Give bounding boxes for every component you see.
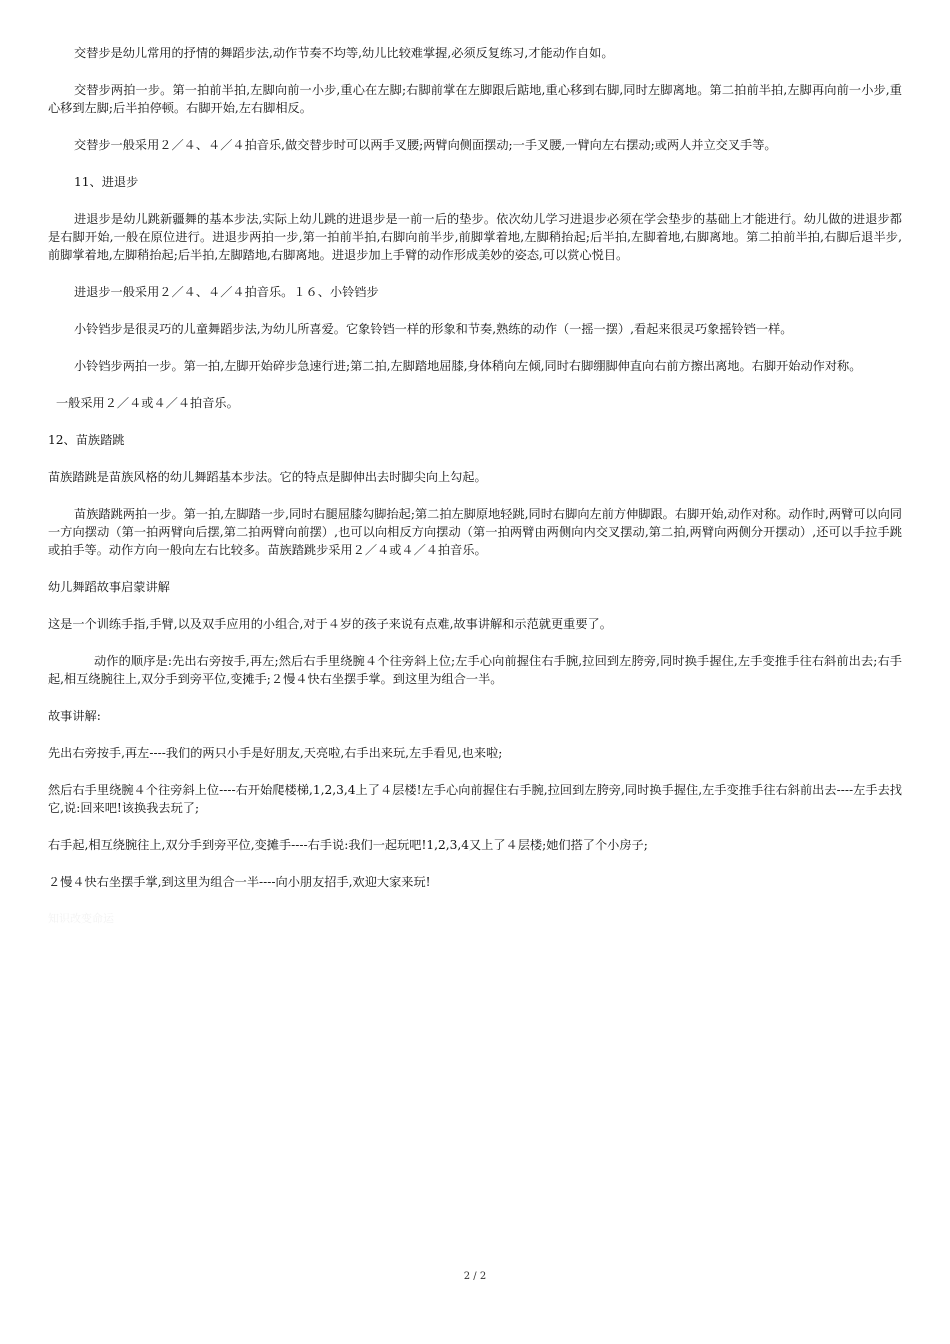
document-body [48, 44, 902, 947]
section-heading: 12、苗族踏跳 [48, 433, 125, 447]
paragraph: 进退步是幼儿跳新疆舞的基本步法,实际上幼儿跳的进退步是一前一后的垫步。依次幼儿学习进退步必须在学会垫步的基础上才能进行。幼儿做的进退步都是右脚开始,一般在原位进行。进退步两拍一步,第一拍前半拍,右脚向前半步,前脚掌着地,左脚稍抬起;后半拍,左脚着地,右脚离地。第二拍前半拍,右脚后退半步,前脚掌着地,左脚稍抬起;后半拍,左脚踏地,右脚离地。进退步加上手臂的动作形成美妙的姿态,可以赏心悦目。 [48, 212, 902, 262]
paragraph: 交替步两拍一步。第一拍前半拍,左脚向前一小步,重心在左脚;右脚前掌在左脚跟后踮地,重心移到右脚,同时左脚离地。第二拍前半拍,左脚再向前一小步,重心移到左脚;后半拍停顿。右脚开始,左右脚相反。 [48, 83, 902, 115]
section-heading: 11、进退步 [74, 175, 139, 189]
paragraph: 苗族踏跳两拍一步。第一拍,左脚踏一步,同时右腿屈膝勾脚抬起;第二拍左脚原地轻跳,同时右脚向左前方伸脚跟。右脚开始,动作对称。动作时,两臂可以向同一方向摆动（第一拍两臂向后摆,第二拍两臂向前摆）,也可以向相反方向摆动（第一拍两臂由两侧向内交叉摆动,第二拍,两臂向两侧分开摆动）,还可以手拉手跳或拍手等。动作方向一般向左右比较多。苗族踏跳步采用２／４或４／４拍音乐。 [48, 507, 902, 557]
paragraph: 动作的顺序是:先出右旁按手,再左;然后右手里绕腕４个往旁斜上位;左手心向前握住右手腕,拉回到左胯旁,同时换手握住,左手变推手往右斜前出去;右手起,相互绕腕往上,双分手到旁平位,变摊手;２慢４快右坐摆手掌。到这里为组合一半。 [48, 654, 902, 686]
paragraph: 小铃铛步是很灵巧的儿童舞蹈步法,为幼儿所喜爱。它象铃铛一样的形象和节奏,熟练的动作（一摇一摆）,看起来很灵巧象摇铃铛一样。 [74, 322, 793, 336]
paragraph: 小铃铛步两拍一步。第一拍,左脚开始碎步急速行进;第二拍,左脚踏地屈膝,身体稍向左倾,同时右脚绷脚伸直向右前方擦出离地。右脚开始动作对称。 [74, 359, 862, 373]
paragraph: 这是一个训练手指,手臂,以及双手应用的小组合,对于４岁的孩子来说有点难,故事讲解和示范就更重要了。 [48, 617, 612, 631]
paragraph: 交替步是幼儿常用的抒情的舞蹈步法,动作节奏不均等,幼儿比较难掌握,必须反复练习,才能动作自如。 [74, 46, 614, 60]
paragraph: 先出右旁按手,再左----我们的两只小手是好朋友,天亮啦,右手出来玩,左手看见,也来啦; [48, 746, 503, 760]
paragraph: 进退步一般采用２／４、４／４拍音乐。１６、小铃铛步 [74, 285, 379, 299]
section-heading: 幼儿舞蹈故事启蒙讲解 [48, 580, 170, 594]
paragraph: 故事讲解: [48, 709, 101, 723]
paragraph: ２慢４快右坐摆手掌,到这里为组合一半----向小朋友招手,欢迎大家来玩! [48, 875, 431, 889]
paragraph: 苗族踏跳是苗族风格的幼儿舞蹈基本步法。它的特点是脚伸出去时脚尖向上勾起。 [48, 470, 487, 484]
paragraph: 然后右手里绕腕４个往旁斜上位----右开始爬楼梯,1,2,3,4上了４层楼!左手心向前握住右手腕,拉回到左胯旁,同时换手握住,左手变推手往右斜前出去----左手去找它,说:回来吧!该换我去玩了; [48, 783, 902, 815]
paragraph: 右手起,相互绕腕往上,双分手到旁平位,变摊手----右手说:我们一起玩吧!1,2,3,4又上了４层楼;她们搭了个小房子; [48, 838, 648, 852]
paragraph: 交替步一般采用２／４、４／４拍音乐,做交替步时可以两手叉腰;两臂向侧面摆动;一手叉腰,一臂向左右摆动;或两人并立交叉手等。 [74, 138, 777, 152]
paragraph: 一般采用２／４或４／４拍音乐。 [56, 396, 239, 410]
page-number: 2 / 2 [463, 1271, 487, 1282]
watermark: 知识改变命运 [48, 912, 114, 925]
